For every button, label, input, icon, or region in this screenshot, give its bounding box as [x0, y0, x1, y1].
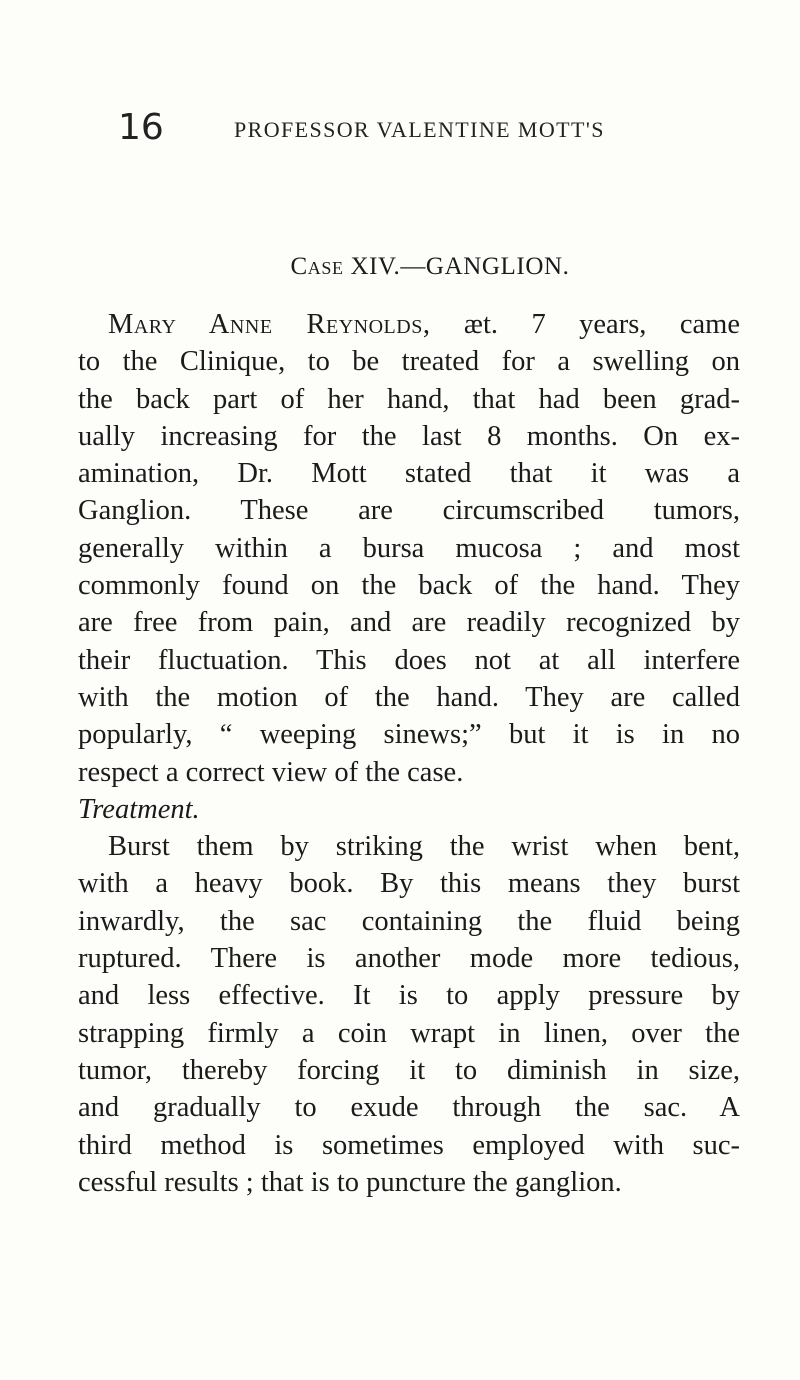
paragraph-line: with the motion of the hand. They are called	[78, 681, 740, 713]
case-heading	[0, 252, 800, 282]
case-number: Case XIV.	[290, 253, 401, 280]
paragraph-line: popularly, “ weeping sinews;” but it is in no	[78, 719, 740, 751]
section-label-treatment: Treatment.	[78, 793, 200, 825]
treatment-line: and less effective. It is to apply pressure by	[78, 980, 740, 1012]
treatment-line: third method is sometimes employed with suc-	[78, 1129, 740, 1161]
paragraph-line: the back part of her hand, that had been grad-	[78, 383, 740, 415]
paragraph-line: amination, Dr. Mott stated that it was a	[78, 458, 740, 490]
patient-name: Mary Anne Reynolds,	[108, 309, 431, 340]
treatment-line: cessful results ; that is to puncture the ganglion.	[78, 1166, 622, 1198]
paragraph-line: respect a correct view of the case.	[78, 756, 464, 788]
paragraph-line: their fluctuation. This does not at all interfere	[78, 644, 740, 676]
paragraph-line: generally within a bursa mucosa ; and most	[78, 532, 740, 564]
treatment-line: tumor, thereby forcing it to diminish in size,	[78, 1054, 740, 1086]
treatment-line: inwardly, the sac containing the fluid being	[78, 905, 740, 937]
paragraph-line: commonly found on the back of the hand. They	[78, 570, 740, 602]
treatment-line: with a heavy book. By this means they burst	[78, 868, 740, 900]
paragraph-line: Ganglion. These are circumscribed tumors,	[78, 495, 740, 527]
page-number: 16	[118, 107, 164, 148]
paragraph-line: to the Clinique, to be treated for a swelling on	[78, 346, 740, 378]
treatment-line: ruptured. There is another mode more tedious,	[78, 943, 740, 975]
case-title: —GANGLION.	[400, 253, 570, 280]
body-text	[78, 306, 740, 1201]
paragraph-line: are free from pain, and are readily recognized by	[78, 607, 740, 639]
treatment-line: Burst them by striking the wrist when bent,	[108, 831, 740, 863]
paragraph-line: Mary Anne Reynolds, æt. 7 years, came	[108, 309, 740, 340]
treatment-line: and gradually to exude through the sac. A	[78, 1092, 740, 1124]
running-title: PROFESSOR VALENTINE MOTT'S	[234, 117, 605, 142]
treatment-line: strapping firmly a coin wrapt in linen, over the	[78, 1017, 740, 1049]
running-head	[118, 108, 722, 148]
paragraph-line: ually increasing for the last 8 months. On ex-	[78, 420, 740, 452]
